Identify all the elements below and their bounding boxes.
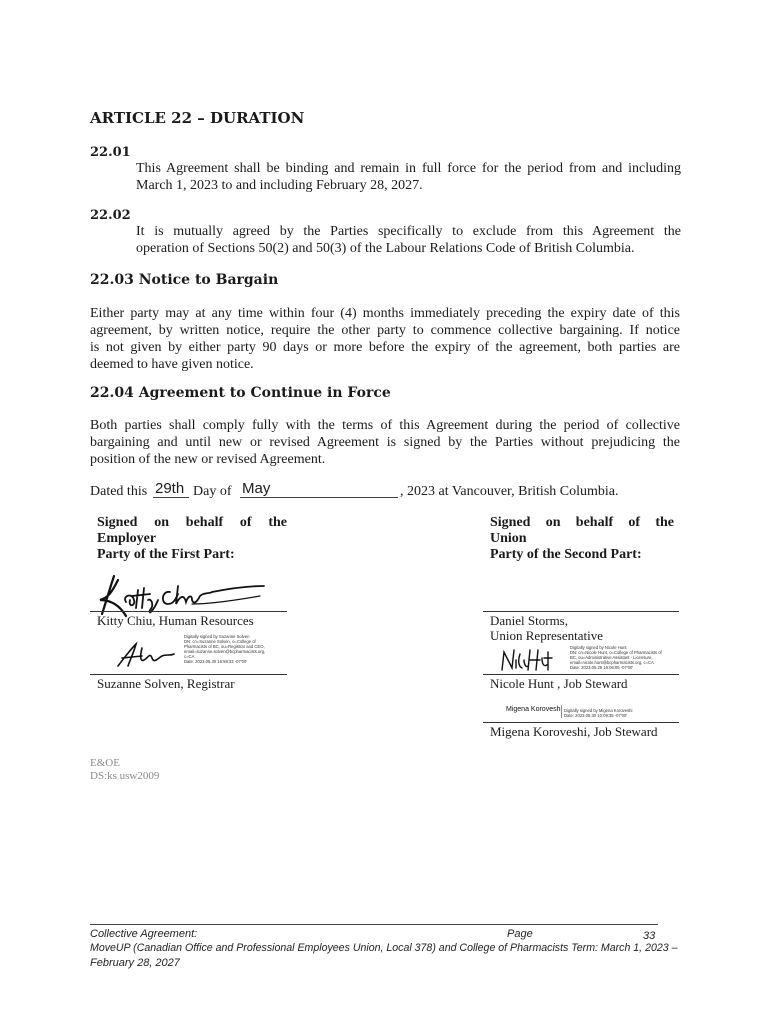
dated-day-underline: [153, 497, 189, 498]
section-22-03-line3: is not given by either party 90 days or more before the expiry of the agreement, both parties are: [90, 340, 680, 355]
employer-heading-line2: Employer: [97, 531, 157, 546]
kitty-signature-line: [90, 611, 287, 612]
employer-heading-line1: Signed on behalf of the: [97, 515, 287, 530]
suzanne-solven-signature: [112, 640, 178, 670]
suzanne-ds-line1: Digitally signed by Suzanne Solven: [184, 634, 250, 639]
migena-ds-line1: Digitally signed by Migena Koroveshi: [564, 708, 633, 713]
section-22-03-heading: 22.03 Notice to Bargain: [90, 272, 279, 288]
nicole-hunt-name: Nicole Hunt , Job Steward: [490, 676, 628, 691]
footer-line2: MoveUP (Canadian Office and Professional Employees Union, Local 378) and College of Pharmacists Term: March 1, 2023 –: [90, 942, 678, 954]
footer-line3: February 28, 2027: [90, 957, 180, 969]
nicole-ds-line5: Date: 2023.05.29 16:06:05 -07'00': [570, 665, 634, 670]
section-22-04-line1: Both parties shall comply fully with the terms of this Agreement during the period of collective: [90, 418, 680, 433]
union-heading: [490, 515, 674, 563]
daniel-storms-name: Daniel Storms,: [490, 613, 568, 628]
migena-signature-line: [483, 722, 679, 723]
suzanne-solven-name: Suzanne Solven, Registrar: [97, 676, 235, 691]
section-22-04-line3: position of the new or revised Agreement.: [90, 452, 326, 467]
nicole-signature-line: [483, 674, 679, 675]
employer-heading: [97, 515, 287, 563]
daniel-storms-title: Union Representative: [490, 628, 603, 643]
union-heading-line3: Party of the Second Part:: [490, 547, 642, 562]
dated-month-underline: [240, 497, 398, 498]
nicole-hunt-signature: [498, 646, 554, 674]
eoe-note: E&OE: [90, 757, 120, 769]
section-22-03-line4: deemed to have given notice.: [90, 357, 254, 372]
section-22-04-line2: bargaining and until new or revised Agreement is signed by the Parties without prejudicing the: [90, 435, 680, 450]
section-number-22-02: 22.02: [90, 208, 131, 223]
dated-line: [90, 480, 690, 502]
section-22-04-text: [90, 417, 680, 468]
suzanne-signature-line: [90, 674, 287, 675]
suzanne-ds-line5: c=CA: [184, 654, 195, 659]
nicole-ds-line3: BC, ou=Administrative Assistant - Licensure,: [570, 655, 653, 660]
migena-digital-signature-text: [564, 708, 644, 718]
section-22-01-line2: March 1, 2023 to and including February 28, 2027.: [136, 178, 423, 193]
nicole-digital-signature-text: [570, 645, 680, 670]
section-22-02-line1: It is mutually agreed by the Parties specifically to exclude from this Agreement the: [136, 224, 681, 239]
suzanne-ds-line4: email=suzanne.solven@bcpharmacists.org,: [184, 649, 266, 654]
dated-day-label: Day of: [193, 484, 232, 499]
migena-signature-divider: [561, 706, 562, 718]
suzanne-ds-line2: DN: cn=Suzanne Solven, o=College of: [184, 639, 256, 644]
ds-note: DS:ks usw2009: [90, 770, 160, 782]
section-22-04-heading: 22.04 Agreement to Continue in Force: [90, 385, 391, 401]
footer-page-label: Page: [507, 928, 533, 940]
section-22-03-text: [90, 305, 680, 373]
union-heading-line1: Signed on behalf of the: [490, 515, 674, 530]
suzanne-ds-line3: Pharmacists of BC, ou=Registrar and CEO,: [184, 644, 265, 649]
kitty-chiu-name: Kitty Chiu, Human Resources: [97, 613, 254, 628]
footer-page-number: 33: [643, 930, 656, 942]
section-22-03-line1: Either party may at any time within four (4) months immediately preceding the expiry date of this: [90, 306, 680, 321]
nicole-ds-line2: DN: cn=Nicole Hunt, o=College of Pharmacists of: [570, 650, 662, 655]
dated-suffix: , 2023 at Vancouver, British Columbia.: [400, 484, 619, 499]
footer-left: Collective Agreement:: [90, 928, 198, 940]
article-title: ARTICLE 22 – DURATION: [90, 109, 305, 127]
migena-signature: Migena Koroveshi: [506, 706, 563, 713]
nicole-ds-line1: Digitally signed by Nicole Hunt: [570, 645, 627, 650]
dated-day-field[interactable]: 29th: [155, 480, 185, 497]
section-22-03-line2: agreement, by written notice, require the other party to commence collective bargaining. If notice: [90, 323, 680, 338]
migena-koroveshi-name: Migena Koroveshi, Job Steward: [490, 724, 658, 739]
suzanne-digital-signature-text: [184, 634, 284, 664]
union-heading-line2: Union: [490, 531, 527, 546]
section-22-02-line2: operation of Sections 50(2) and 50(3) of the Labour Relations Code of British Columbia.: [136, 241, 635, 256]
dated-month-field[interactable]: May: [242, 480, 271, 497]
suzanne-ds-line6: Date: 2023.05.30 16:58:33 -07'00': [184, 659, 248, 664]
section-22-01-line1: This Agreement shall be binding and remain in full force for the period from and including: [136, 161, 681, 176]
section-22-01-text: [136, 160, 681, 194]
daniel-signature-line: [483, 611, 679, 612]
footer-rule: [90, 924, 658, 925]
dated-prefix: Dated this: [90, 484, 148, 499]
section-22-02-text: [136, 223, 681, 257]
nicole-ds-line4: email=nicole.hunt@bcpharmacists.org, c=CA: [570, 660, 654, 665]
migena-ds-line2: Date: 2023.05.30 10:09:35 -07'00': [564, 713, 628, 718]
employer-heading-line3: Party of the First Part:: [97, 547, 235, 562]
section-number-22-01: 22.01: [90, 145, 131, 160]
